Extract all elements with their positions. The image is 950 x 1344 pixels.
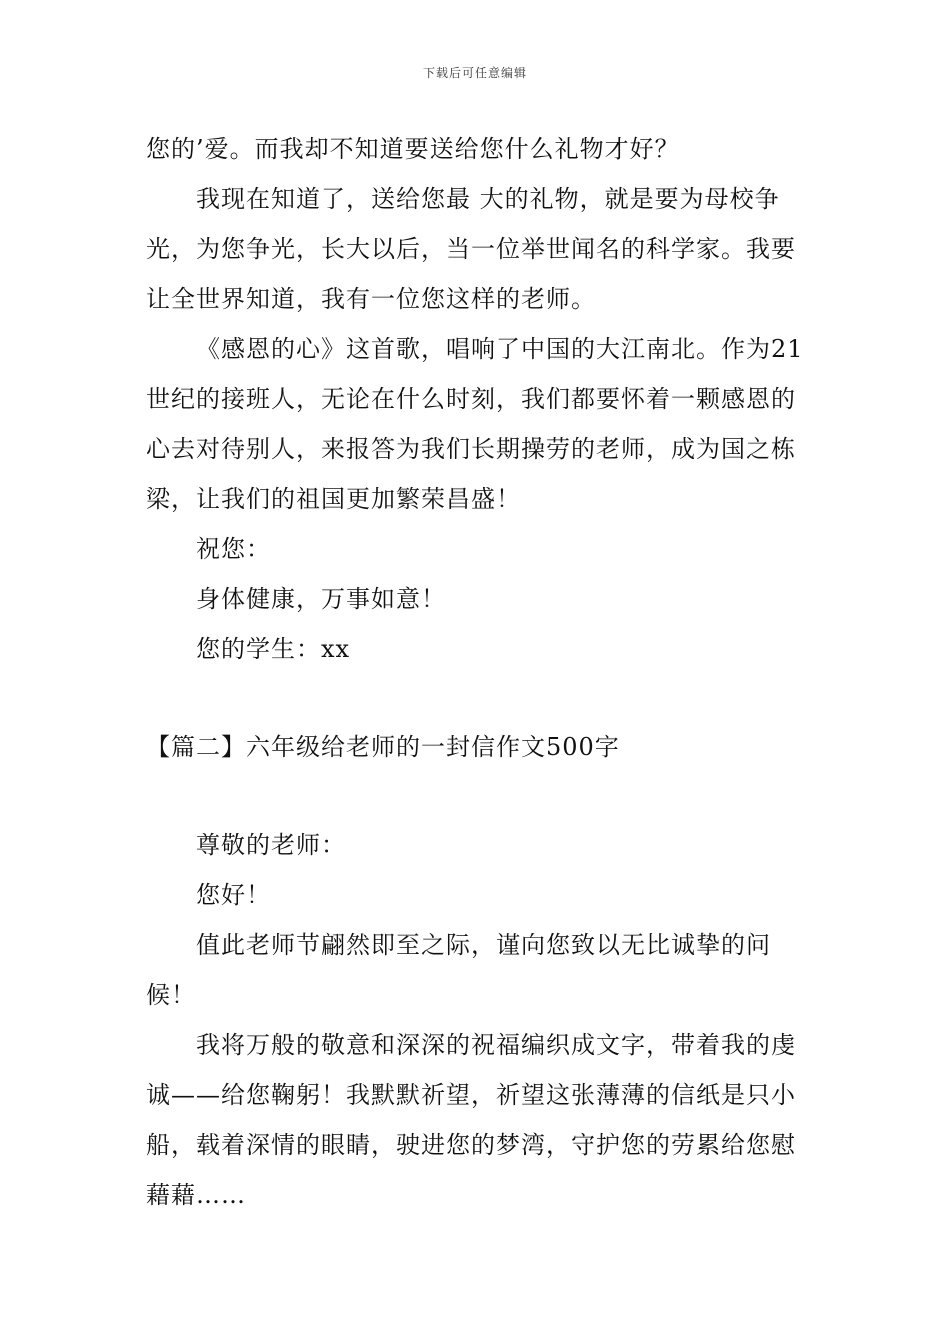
greeting: 您好！	[196, 881, 271, 909]
closing-greeting: 祝您：	[196, 535, 271, 563]
closing-wish: 身体健康，万事如意！	[196, 585, 446, 613]
salutation: 尊敬的老师：	[196, 831, 346, 859]
paragraph-1: 您的’爱。而我却不知道要送给您什么礼物才好？	[146, 135, 680, 163]
paragraph-5: 我将万般的敬意和深深的祝福编织成文字，带着我的虔诚——给您鞠躬！我默默祈望，祈望这张薄薄的信纸是只小船，载着深情的眼睛，驶进您的梦湾，守护您的劳累给您慰藉藉……	[146, 1031, 796, 1209]
document-body	[146, 124, 808, 1220]
signature: 您的学生：xx	[196, 635, 351, 663]
paragraph-2: 我现在知道了，送给您最 大的礼物，就是要为母校争光，为您争光，长大以后，当一位举世闻名的科学家。我要让全世界知道，我有一位您这样的老师。	[146, 185, 796, 313]
page-header: 下载后可任意编辑	[422, 66, 527, 80]
paragraph-3: 《感恩的心》这首歌，唱响了中国的大江南北。作为21世纪的接班人，无论在什么时刻，我们都要怀着一颗感恩的心去对待别人，来报答为我们长期操劳的老师，成为国之栋梁，让我们的祖国更加繁荣昌盛！	[146, 335, 804, 513]
section-heading: 【篇二】六年级给老师的一封信作文500字	[146, 733, 620, 761]
paragraph-4: 值此老师节翩然即至之际，谨向您致以无比诚挚的问候！	[146, 931, 771, 1009]
